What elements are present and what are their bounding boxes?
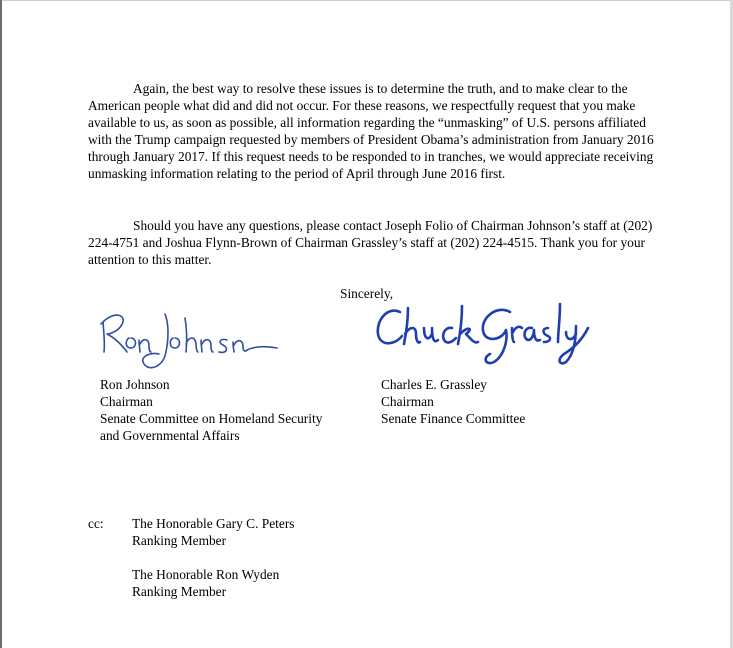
johnson-signature-block — [100, 376, 322, 444]
grassley-signature-block — [381, 376, 525, 427]
paragraph-contact-text: Should you have any questions, please contact Joseph Folio of Chairman Johnson’s staff at (202) 224-4751 and Joshua Flynn-Brown of Chairman Grassley’s staff at (202) 224-4515. Thank you for your attention to this matter. — [88, 218, 653, 267]
johnson-committee-line1: Senate Committee on Homeland Security — [100, 411, 323, 426]
cc-recipient-title: Ranking Member — [132, 533, 227, 548]
paragraph-contact — [88, 217, 668, 268]
cc-recipients — [132, 515, 295, 600]
cc-spacer — [132, 549, 295, 566]
page-left-border — [0, 0, 2, 648]
cc-recipient-name: The Honorable Gary C. Peters — [132, 516, 295, 531]
grassley-committee-line1: Senate Finance Committee — [381, 411, 526, 426]
grassley-title: Chairman — [381, 394, 434, 409]
paragraph-request-text: Again, the best way to resolve these issues is to determine the truth, and to make clear to the American people what did and did not occur. For these reasons, we respectfully request that you make available to us, as soon as possible, all information regarding the “unmasking” of U.S. persons affiliated with the Trump campaign requested by members of President Obama’s administration from January 2016 through January 2017. If this request needs to be responded to in tranches, we would appreciate receiving unmasking information relating to the period of April through June 2016 first. — [88, 81, 654, 181]
johnson-committee-line2: and Governmental Affairs — [100, 428, 240, 443]
cc-recipient-title: Ranking Member — [132, 584, 227, 599]
page-top-border — [0, 0, 733, 1]
cc-recipient-name: The Honorable Ron Wyden — [132, 567, 280, 582]
grassley-name: Charles E. Grassley — [381, 377, 487, 392]
paragraph-request — [88, 80, 668, 182]
closing-sincerely: Sincerely, — [340, 286, 394, 301]
johnson-signature — [95, 300, 285, 380]
cc-label: cc: — [88, 516, 104, 531]
grassley-signature — [370, 298, 595, 368]
johnson-title: Chairman — [100, 394, 153, 409]
johnson-name: Ron Johnson — [100, 377, 170, 392]
